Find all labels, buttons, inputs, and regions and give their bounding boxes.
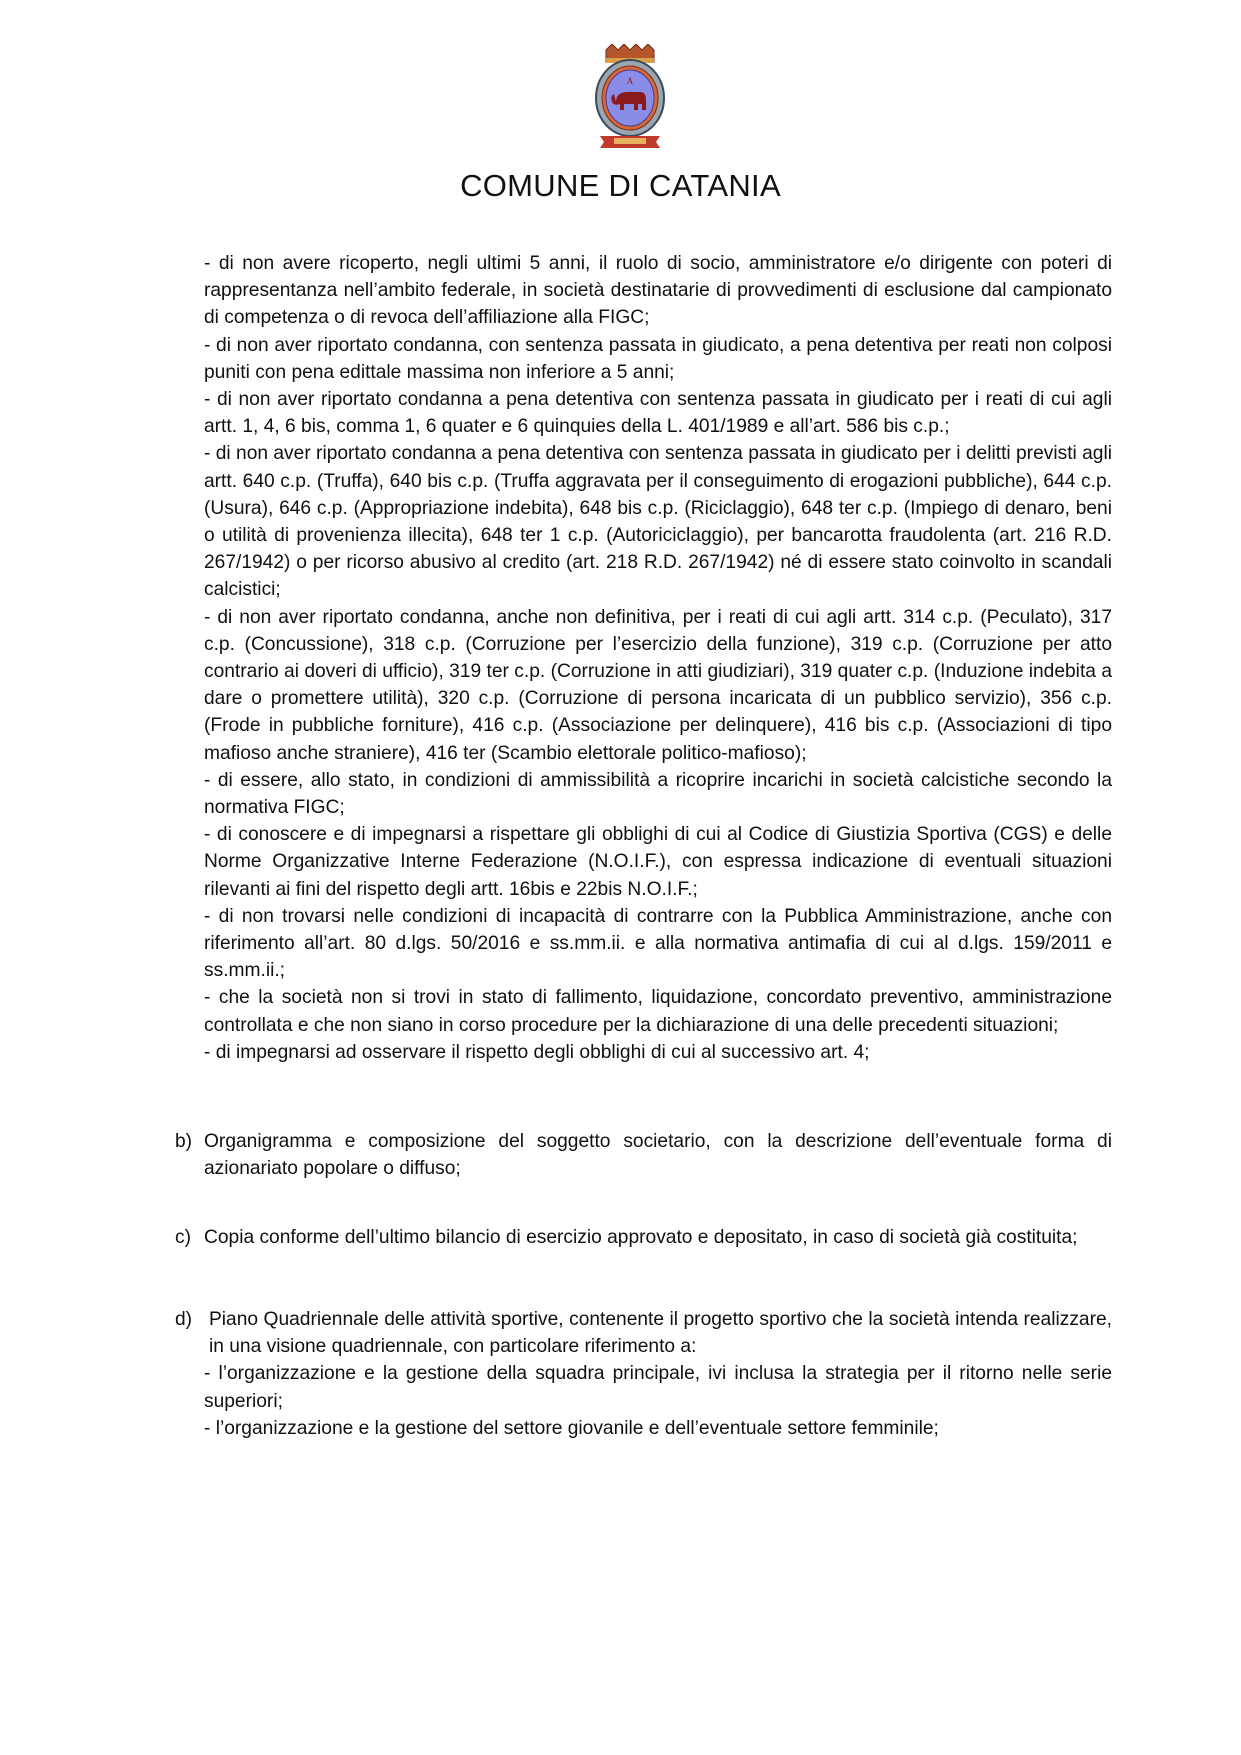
plan-item: - l’organizzazione e la gestione della squadra principale, ivi inclusa la strategia per il ritorno nelle serie superiori; [204,1363,1112,1412]
requirement-item: - di essere, allo stato, in condizioni di ammissibilità a ricoprire incarichi in società calcistiche secondo la normativa FIGC; [204,769,1112,819]
section-marker: c) [175,1227,191,1248]
requirement-item: - che la società non si trovi in stato di fallimento, liquidazione, concordato preventivo, amministrazione controllata e che non siano in corso procedure per la dichiarazione di una delle precedenti situazioni; [204,987,1112,1036]
elephant-crest-icon [584,44,676,148]
requirement-item: - di non aver riportato condanna a pena detentiva con sentenza passata in giudicato per i delitti previsti agli artt. 640 c.p. (Truffa), 640 bis c.p. (Truffa aggravata per il conseguimento di erogazioni pubbliche), 644 c.p. (Usura), 646 c.p. (Appropriazione indebita), 648 bis c.p. (Riciclaggio), 648 ter c.p. (Impiego di denaro, beni o utilità di provenienza illecita), 648 ter 1 c.p. (Autoriciclaggio), per bancarotta fraudolenta (art. 216 R.D. 267/1942) o per ricorso abusivo al credito (art. 218 R.D. 267/1942) né di essere stato coinvolto in scandali calcistici; [204,443,1112,601]
requirement-item: - di non aver riportato condanna, con sentenza passata in giudicato, a pena detentiva per reati non colposi puniti con pena edittale massima non inferiore a 5 anni; [204,334,1112,383]
requirement-item: - di non trovarsi nelle condizioni di incapacità di contrarre con la Pubblica Amministrazione, anche con riferimento all’art. 80 d.lgs. 50/2016 e ss.mm.ii. e alla normativa antimafia di cui al d.lgs. 159/2011 e ss.mm.ii.; [204,905,1112,982]
section-b [175,1128,1112,1182]
section-marker: b) [175,1131,193,1152]
requirements-list [204,250,1112,1066]
requirement-item: - di impegnarsi ad osservare il rispetto degli obblighi di cui al successivo art. 4; [204,1041,870,1063]
coat-of-arms-logo [584,44,676,148]
requirement-item: - di non aver riportato condanna, anche non definitiva, per i reati di cui agli artt. 314 c.p. (Peculato), 317 c.p. (Concussione), 318 c.p. (Corruzione per l’esercizio della funzione), 319 c.p. (Corruzione per atto contrario ai doveri di ufficio), 319 ter c.p. (Corruzione in atti giudiziari), 319 quater c.p. (Induzione indebita a dare o promettere utilità), 320 c.p. (Corruzione di persona incaricata di un pubblico servizio), 356 c.p. (Frode in pubbliche forniture), 416 c.p. (Associazione per delinquere), 416 bis c.p. (Associazioni di tipo mafioso anche straniere), 416 ter (Scambio elettorale politico-mafioso); [204,606,1112,764]
requirement-item: - di non avere ricoperto, negli ultimi 5 anni, il ruolo di socio, amministratore e/o dirigente con poteri di rappresentanza nell’ambito federale, in società destinatarie di provvedimenti di esclusione dal campionato di competenza o di revoca dell’affiliazione alla FIGC; [204,253,1112,329]
svg-text:A: A [626,76,634,86]
section-text: Organigramma e composizione del soggetto societario, con la descrizione dell’eventuale forma di azionariato popolare o diffuso; [204,1131,1112,1180]
section-c [175,1224,1112,1251]
section-text: Copia conforme dell’ultimo bilancio di esercizio approvato e depositato, in caso di società già costituita; [204,1227,1078,1248]
requirement-item: - di non aver riportato condanna a pena detentiva con sentenza passata in giudicato per i reati di cui agli artt. 1, 4, 6 bis, comma 1, 6 quater e 6 quinquies della L. 401/1989 e all’art. 586 bis c.p.; [204,389,1112,438]
requirement-item: - di conoscere e di impegnarsi a rispettare gli obblighi di cui al Codice di Giustizia Sportiva (CGS) e delle Norme Organizzative Interne Federazione (N.O.I.F.), con espressa indicazione di eventuali situazioni rilevanti ai fini del rispetto degli artt. 16bis e 22bis N.O.I.F.; [204,824,1112,900]
section-marker: d) [175,1309,193,1330]
section-text: Piano Quadriennale delle attività sportive, contenente il progetto sportivo che la società intenda realizzare, in una visione quadriennale, con particolare riferimento a: [209,1309,1112,1358]
page-title: COMUNE DI CATANIA [460,168,781,203]
plan-item: - l’organizzazione e la gestione del settore giovanile e dell’eventuale settore femminile; [204,1417,939,1439]
section-d [175,1306,1112,1442]
